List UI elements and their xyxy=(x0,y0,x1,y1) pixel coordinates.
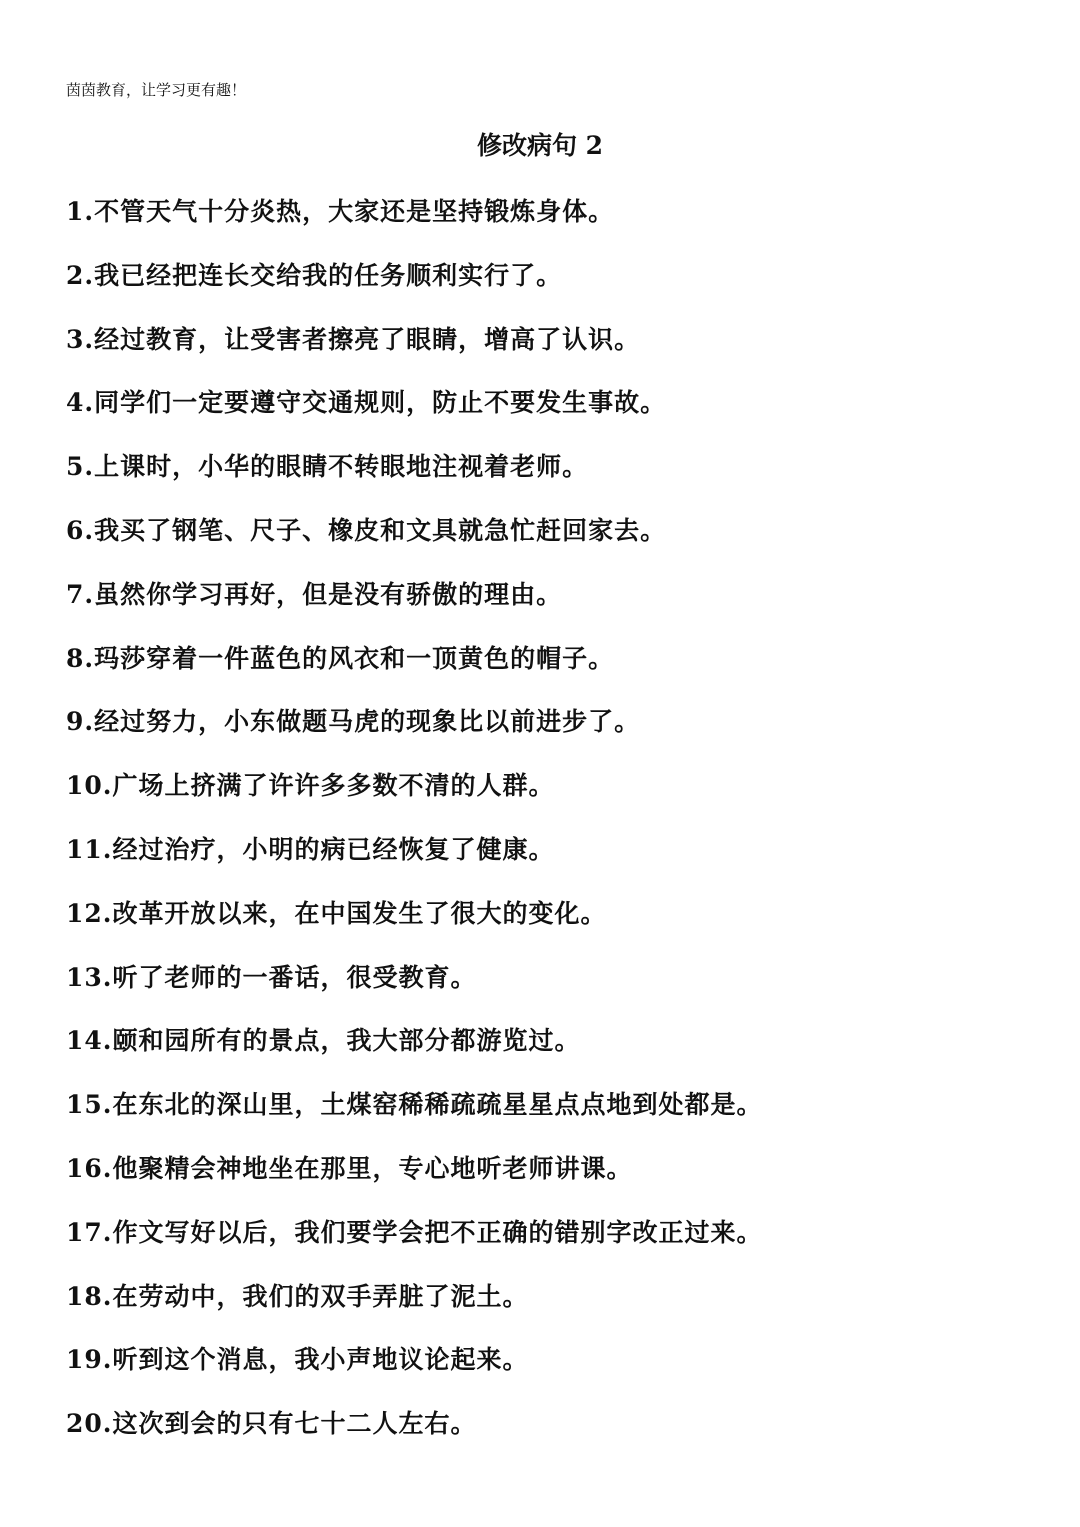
sentence-item-10: 10.广场上挤满了许许多多数不清的人群。 xyxy=(66,771,555,801)
sentence-item-9: 9.经过努力，小东做题马虎的现象比以前进步了。 xyxy=(66,707,641,737)
sentence-item-7: 7.虽然你学习再好，但是没有骄傲的理由。 xyxy=(66,579,563,609)
sentence-item-18: 18.在劳动中，我们的双手弄脏了泥土。 xyxy=(66,1281,529,1311)
header-note: 茵茵教育，让学习更有趣！ xyxy=(66,81,247,99)
sentence-item-2: 2.我已经把连长交给我的任务顺利实行了。 xyxy=(66,260,563,290)
sentence-item-6: 6.我买了钢笔、尺子、橡皮和文具就急忙赶回家去。 xyxy=(66,515,667,545)
sentence-item-5: 5.上课时，小华的眼睛不转眼地注视着老师。 xyxy=(66,452,589,482)
title-text: 修改病句 2 xyxy=(476,131,604,160)
sentence-item-8: 8.玛莎穿着一件蓝色的风衣和一顶黄色的帽子。 xyxy=(66,643,615,673)
sentence-item-12: 12.改革开放以来，在中国发生了很大的变化。 xyxy=(66,898,607,928)
document-title xyxy=(0,128,1080,164)
sentence-item-4: 4.同学们一定要遵守交通规则，防止不要发生事故。 xyxy=(66,388,667,418)
sentence-item-14: 14.颐和园所有的景点，我大部分都游览过。 xyxy=(66,1026,581,1056)
sentence-item-16: 16.他聚精会神地坐在那里，专心地听老师讲课。 xyxy=(66,1153,633,1183)
sentence-item-1: 1.不管天气十分炎热，大家还是坚持锻炼身体。 xyxy=(66,197,615,226)
sentence-item-15: 15.在东北的深山里，土煤窑稀稀疏疏星星点点地到处都是。 xyxy=(66,1090,763,1120)
sentence-item-20: 20.这次到会的只有七十二人左右。 xyxy=(66,1409,477,1439)
sentence-item-17: 17.作文写好以后，我们要学会把不正确的错别字改正过来。 xyxy=(66,1217,763,1247)
sentence-item-13: 13.听了老师的一番话，很受教育。 xyxy=(66,962,477,992)
sentence-list xyxy=(66,192,1026,1468)
sentence-item-3: 3.经过教育，让受害者擦亮了眼睛，增高了认识。 xyxy=(66,324,641,354)
sentence-item-11: 11.经过治疗，小明的病已经恢复了健康。 xyxy=(66,834,555,864)
sentence-item-19: 19.听到这个消息，我小声地议论起来。 xyxy=(66,1345,529,1375)
